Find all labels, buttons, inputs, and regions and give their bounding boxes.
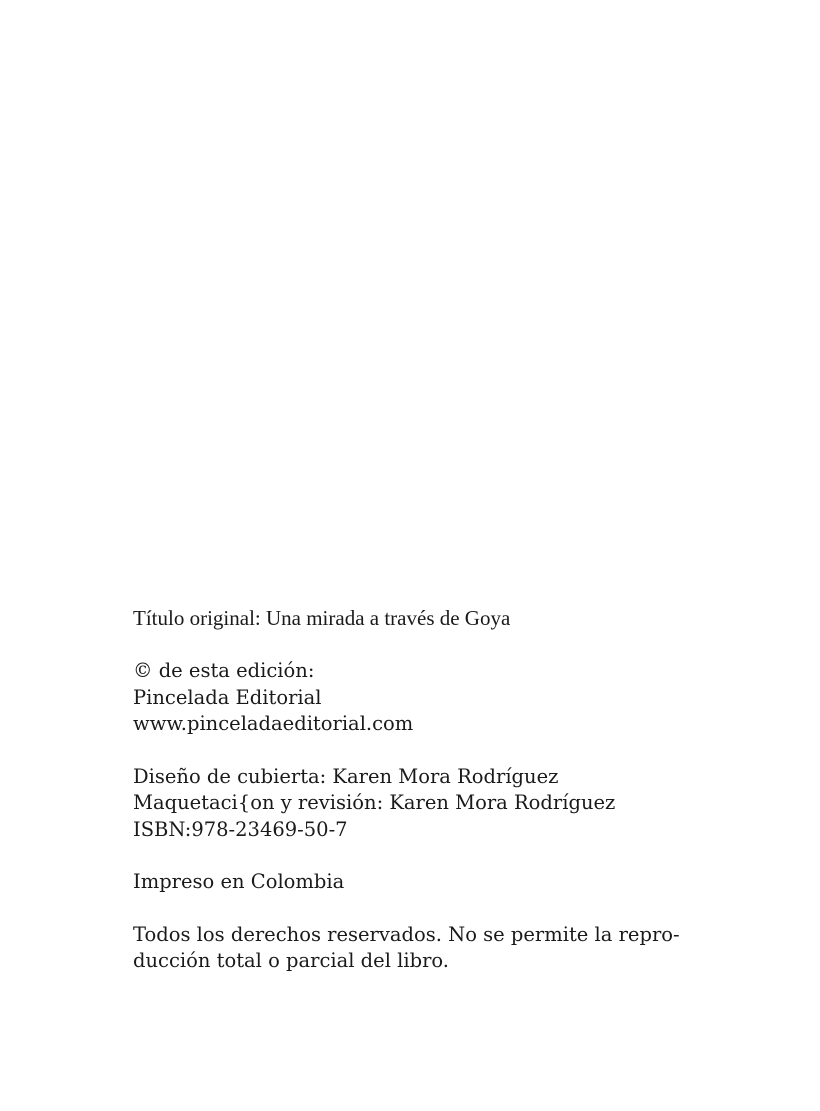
colophon xyxy=(133,604,693,975)
printed-in: Impreso en Colombia xyxy=(133,870,345,893)
original-title: Título original: Una mirada a través de Goya xyxy=(133,606,511,630)
copyright-notice: © de esta edición: xyxy=(133,659,315,682)
edition-block xyxy=(133,658,693,738)
printed-block xyxy=(133,869,693,896)
publisher-website: www.pinceladaeditorial.com xyxy=(133,712,414,735)
cover-design-credit: Diseño de cubierta: Karen Mora Rodríguez xyxy=(133,764,559,788)
rights-line-1: Todos los derechos reservados. No se permite la repro- xyxy=(133,922,680,946)
rights-line-2: ducción total o parcial del libro. xyxy=(133,949,450,972)
isbn: ISBN:978-23469-50-7 xyxy=(133,817,348,841)
credits-block xyxy=(133,764,693,844)
layout-review-credit: Maquetaci{on y revisión: Karen Mora Rodríguez xyxy=(133,791,616,814)
publisher-name: Pincelada Editorial xyxy=(133,685,322,709)
rights-block xyxy=(133,922,693,975)
